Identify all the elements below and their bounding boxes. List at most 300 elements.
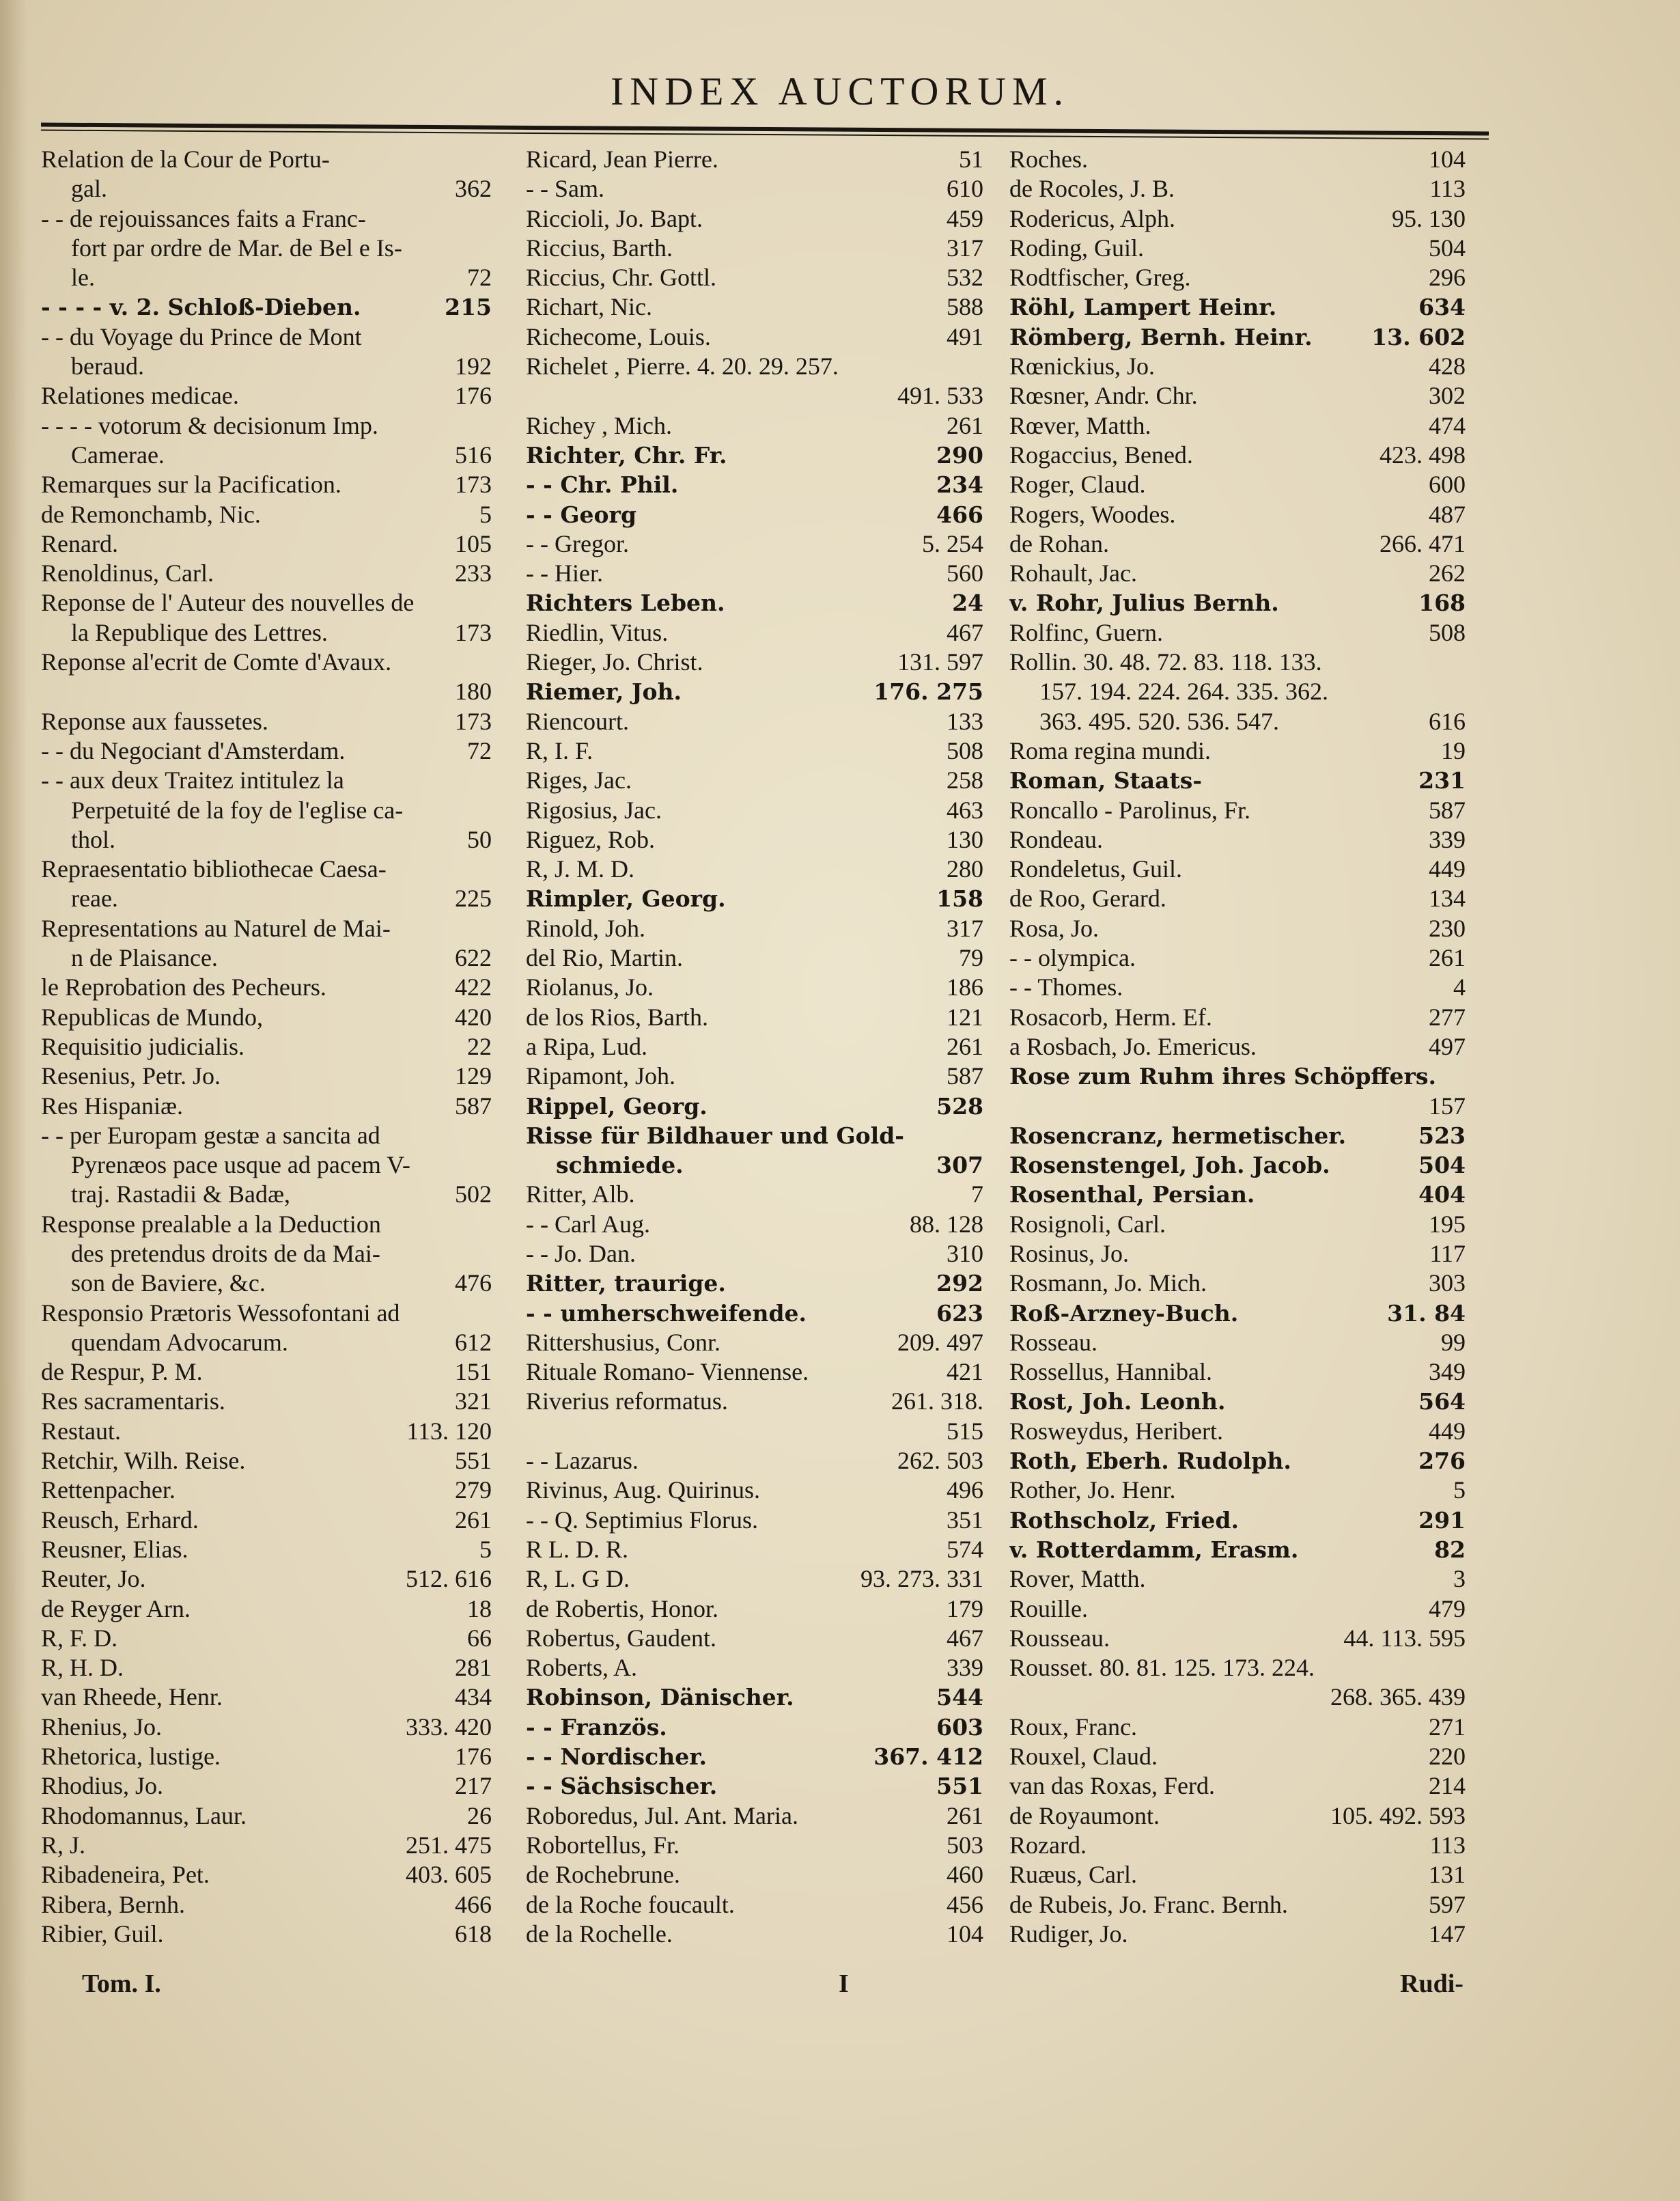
index-entry-text: Perpetuité de la foy de l'eglise ca- <box>71 796 404 824</box>
index-entry <box>41 766 492 795</box>
index-entry <box>41 441 492 470</box>
index-entry <box>41 825 492 855</box>
index-entry <box>41 1920 492 1949</box>
index-entry <box>526 943 983 973</box>
index-entry <box>1009 914 1466 943</box>
index-entry-text: Rohault, Jac. <box>1009 559 1137 587</box>
index-entry <box>1009 500 1466 529</box>
index-entry <box>41 1860 492 1889</box>
index-entry-text: de Rochebrune. <box>526 1861 680 1889</box>
index-entry <box>526 1683 983 1712</box>
index-entry-page: 130 <box>947 825 983 853</box>
index-entry-page: 588 <box>947 293 983 321</box>
index-entry-text: Riverius reformatus. <box>526 1387 728 1415</box>
index-entry-text: de Reyger Arn. <box>41 1594 191 1622</box>
index-entry-page: 82 <box>1434 1536 1466 1563</box>
index-entry-text: Riguez, Rob. <box>526 825 655 853</box>
index-entry-text: R L. D. R. <box>526 1535 629 1563</box>
index-entry-page: 121 <box>947 1003 983 1031</box>
index-entry-text: Roger, Claud. <box>1009 471 1146 499</box>
index-entry-text: de Respur, P. M. <box>41 1358 203 1386</box>
index-entry <box>1009 559 1466 588</box>
index-entry-page: 467 <box>947 618 983 646</box>
index-entry <box>1009 825 1466 855</box>
index-entry-text: Rosseau. <box>1009 1328 1097 1356</box>
index-entry <box>1009 1890 1466 1920</box>
index-entry-text: Riencourt. <box>526 707 629 735</box>
index-entry-text: Republicas de Mundo, <box>41 1003 263 1031</box>
index-entry <box>526 1920 983 1949</box>
index-entry-text: Rogaccius, Bened. <box>1009 441 1193 469</box>
index-entry <box>41 796 492 825</box>
index-entry-page: 302 <box>1429 382 1466 410</box>
index-entry <box>41 884 492 913</box>
index-entry-text: - - Carl Aug. <box>526 1210 650 1238</box>
index-entry-text: des pretendus droits de da Mai- <box>71 1239 380 1267</box>
index-entry-page: 421 <box>947 1358 983 1386</box>
index-entry-text: Rosenstengel, Joh. Jacob. <box>1009 1152 1330 1179</box>
index-entry-page: 261 <box>455 1506 492 1534</box>
index-entry-text: Reusner, Elias. <box>41 1535 188 1563</box>
index-entry <box>41 145 492 174</box>
index-entry-text: Responsio Prætoris Wessofontani ad <box>41 1299 400 1327</box>
index-entry-page: 528 <box>936 1092 983 1120</box>
index-entry-text: Ribera, Bernh. <box>41 1890 185 1918</box>
index-entry-text: Pyrenæos pace usque ad pacem V- <box>71 1151 410 1179</box>
index-entry-text: de Robertis, Honor. <box>526 1594 718 1622</box>
index-entry-text: - - Sam. <box>526 175 604 203</box>
index-entry-page: 349 <box>1429 1358 1466 1386</box>
index-entry <box>526 884 983 913</box>
index-entry-page: 117 <box>1429 1239 1466 1267</box>
index-entry <box>526 1032 983 1062</box>
index-entry-page: 88. 128 <box>910 1210 983 1238</box>
index-entry-page: 179 <box>947 1594 983 1622</box>
index-entry-text: - - - - votorum & decisionum Imp. <box>41 411 378 439</box>
index-entry-page: 603 <box>936 1713 983 1741</box>
index-entry-page: 129 <box>455 1062 492 1090</box>
index-entry <box>526 1506 983 1535</box>
index-entry <box>1009 855 1466 884</box>
index-entry-text: Reusch, Erhard. <box>41 1506 199 1534</box>
index-entry <box>1009 884 1466 913</box>
index-entry <box>526 1653 983 1683</box>
index-entry-page: 99 <box>1441 1328 1466 1356</box>
index-entry-page: 634 <box>1418 294 1466 321</box>
index-entry <box>1009 411 1466 441</box>
index-entry-text: Robertus, Gaudent. <box>526 1624 716 1652</box>
index-entry <box>41 1121 492 1150</box>
index-entry-text: Riolanus, Jo. <box>526 973 654 1001</box>
index-entry-page: 151 <box>455 1358 492 1386</box>
index-entry-text: Richter, Chr. Fr. <box>526 441 727 469</box>
index-entry-text: Roux, Franc. <box>1009 1713 1137 1741</box>
index-entry-page: 532 <box>947 264 983 292</box>
index-entry-page: 434 <box>455 1683 492 1711</box>
index-entry-page: 262 <box>1429 559 1466 587</box>
index-entry <box>41 263 492 292</box>
index-entry-text: Resenius, Petr. Jo. <box>41 1062 221 1090</box>
index-entry <box>41 1032 492 1062</box>
index-entry-page: 18 <box>467 1594 492 1622</box>
index-entry <box>526 1062 983 1091</box>
index-entry-text: Requisitio judicialis. <box>41 1032 244 1060</box>
index-entry-page: 280 <box>947 855 983 883</box>
index-entry-page: 217 <box>455 1772 492 1800</box>
index-entry-page: 4 <box>1453 973 1466 1001</box>
index-entry-text: fort par ordre de Mar. de Bel e Is- <box>71 234 402 262</box>
index-entry-page: 266. 471 <box>1380 529 1466 557</box>
index-entry <box>1009 1180 1466 1209</box>
index-entry <box>1009 1121 1466 1150</box>
index-entry-text: R, H. D. <box>41 1654 124 1682</box>
index-entry <box>526 1771 983 1801</box>
index-entry-text: beraud. <box>71 352 144 380</box>
index-entry <box>41 1210 492 1239</box>
index-entry <box>1009 1446 1466 1476</box>
index-entry-page: 134 <box>1429 885 1466 913</box>
index-entry-text: 157. 194. 224. 264. 335. 362. <box>1039 678 1328 706</box>
index-entry-text: Rhodomannus, Laur. <box>41 1801 247 1829</box>
index-entry-text: - - per Europam gestæ a sancita ad <box>41 1121 380 1149</box>
index-entry-text: de Royaumont. <box>1009 1801 1160 1829</box>
index-entry <box>526 1417 983 1446</box>
index-entry-text: de Remonchamb, Nic. <box>41 500 261 528</box>
index-entry-page: 508 <box>1429 618 1466 646</box>
index-entry-page: 622 <box>455 944 492 972</box>
index-entry-page: 479 <box>1429 1594 1466 1622</box>
index-entry <box>41 234 492 263</box>
index-entry-text: - - Chr. Phil. <box>526 471 679 499</box>
index-entry-text: Rœver, Matth. <box>1009 411 1151 439</box>
index-entry-page: 290 <box>936 441 983 469</box>
index-entry-page: 50 <box>467 825 492 853</box>
index-entry-text: Risse für Bildhauer und Gold- <box>526 1122 904 1149</box>
index-entry-text: - - du Voyage du Prince de Mont <box>41 322 362 350</box>
index-entry <box>526 1594 983 1624</box>
index-entry <box>526 1328 983 1357</box>
index-entry-page: 367. 412 <box>873 1743 983 1771</box>
index-entry-text: Reuter, Jo. <box>41 1565 146 1593</box>
index-entry-page: 3 <box>1453 1565 1466 1593</box>
index-entry-text: Repraesentatio bibliothecae Caesa- <box>41 855 387 883</box>
index-entry <box>1009 1683 1466 1712</box>
index-entry <box>41 1092 492 1121</box>
index-entry <box>526 411 983 441</box>
index-entry <box>41 1062 492 1091</box>
index-entry-page: 474 <box>1429 411 1466 439</box>
index-entry-text: de Roo, Gerard. <box>1009 885 1166 913</box>
index-entry-text: quendam Advocarum. <box>71 1328 288 1356</box>
index-entry <box>1009 204 1466 234</box>
index-entry-page: 133 <box>947 707 983 735</box>
index-entry-text: - - Nordischer. <box>526 1743 708 1771</box>
index-entry <box>41 292 492 322</box>
index-entry-text: Rœnickius, Jo. <box>1009 352 1156 380</box>
index-entry-text: traj. Rastadii & Badæ, <box>71 1180 290 1208</box>
index-entry <box>526 1150 983 1180</box>
index-entry <box>41 1624 492 1653</box>
index-entry-page: 277 <box>1429 1003 1466 1031</box>
index-entry-text: van das Roxas, Ferd. <box>1009 1772 1215 1800</box>
index-entry <box>41 1653 492 1683</box>
index-entry-page: 79 <box>959 944 983 972</box>
index-column-1 <box>41 145 492 1949</box>
index-entry <box>1009 441 1466 470</box>
index-entry <box>1009 145 1466 174</box>
index-entry-page: 66 <box>467 1624 492 1652</box>
index-entry <box>1009 1564 1466 1594</box>
index-entry <box>1009 1801 1466 1831</box>
index-entry <box>41 1446 492 1476</box>
index-entry-page: 7 <box>971 1180 983 1208</box>
index-entry <box>526 292 983 322</box>
index-entry <box>41 1150 492 1180</box>
index-entry-page: 321 <box>455 1387 492 1415</box>
index-entry-text: Remarques sur la Pacification. <box>41 471 341 499</box>
index-entry <box>526 1269 983 1298</box>
index-entry-text: Rosignoli, Carl. <box>1009 1210 1166 1238</box>
index-entry-text: Rossellus, Hannibal. <box>1009 1358 1212 1386</box>
index-entry-text: del Rio, Martin. <box>526 944 683 972</box>
index-entry <box>1009 352 1466 381</box>
index-entry-page: 261 <box>947 1032 983 1060</box>
index-entry-page: 13. 602 <box>1371 323 1466 350</box>
index-entry-text: Richey , Mich. <box>526 411 672 439</box>
index-entry <box>526 263 983 292</box>
index-entry <box>41 1742 492 1771</box>
index-entry-page: 22 <box>467 1032 492 1060</box>
index-entry-text: Rivinus, Aug. Quirinus. <box>526 1476 761 1504</box>
index-entry-text: Rousset. 80. 81. 125. 173. 224. <box>1009 1654 1315 1682</box>
index-entry <box>526 381 983 411</box>
index-entry-text: Roß-Arzney-Buch. <box>1009 1299 1239 1327</box>
index-entry-text: Rittershusius, Conr. <box>526 1328 721 1356</box>
index-entry-page: 209. 497 <box>897 1328 983 1356</box>
index-entry-page: 587 <box>455 1092 492 1120</box>
index-entry <box>1009 1476 1466 1505</box>
index-entry <box>41 529 492 559</box>
index-entry-text: Rituale Romano- Viennense. <box>526 1358 809 1386</box>
index-entry-page: 623 <box>936 1299 983 1327</box>
index-entry-text: - - Jo. Dan. <box>526 1239 636 1267</box>
index-entry <box>526 1357 983 1387</box>
page-gutter-shadow <box>0 0 27 2201</box>
index-entry-page: 279 <box>455 1476 492 1504</box>
index-entry-text: Rothscholz, Fried. <box>1009 1506 1239 1534</box>
index-entry-text: - - Georg <box>526 501 637 528</box>
index-entry <box>526 855 983 884</box>
index-entry <box>526 648 983 677</box>
index-entry-page: 487 <box>1429 500 1466 528</box>
index-entry-text: Rolfinc, Guern. <box>1009 618 1163 646</box>
index-entry-page: 333. 420 <box>406 1713 492 1741</box>
index-entry-page: 403. 605 <box>406 1861 492 1889</box>
index-entry-text: Rettenpacher. <box>41 1476 176 1504</box>
index-entry <box>41 411 492 441</box>
index-entry <box>526 1624 983 1653</box>
index-entry-text: Riccioli, Jo. Bapt. <box>526 204 703 232</box>
index-entry-text: Rœsner, Andr. Chr. <box>1009 382 1198 410</box>
index-entry-page: 296 <box>1429 264 1466 292</box>
index-entry <box>41 1180 492 1209</box>
index-entry-page: 467 <box>947 1624 983 1652</box>
index-entry-text: Roboredus, Jul. Ant. Maria. <box>526 1801 798 1829</box>
index-entry <box>1009 1506 1466 1535</box>
index-entry <box>526 766 983 795</box>
index-entry-page: 422 <box>455 973 492 1001</box>
index-entry-page: 491. 533 <box>897 382 983 410</box>
index-entry-page: 466 <box>455 1890 492 1918</box>
index-entry-page: 147 <box>1429 1920 1466 1948</box>
index-entry-text: Relationes medicae. <box>41 382 239 410</box>
index-entry-text: Reponse aux faussetes. <box>41 707 268 735</box>
index-entry-page: 523 <box>1418 1122 1466 1149</box>
index-entry <box>41 1713 492 1742</box>
index-entry-page: 597 <box>1429 1890 1466 1918</box>
title-rule <box>41 123 1489 140</box>
index-entry-page: 104 <box>947 1920 983 1948</box>
index-entry-page: 104 <box>1429 146 1466 173</box>
index-entry-text: Rieger, Jo. Christ. <box>526 648 703 676</box>
index-entry <box>526 1210 983 1239</box>
index-entry <box>1009 1535 1466 1564</box>
index-entry-text: Rudiger, Jo. <box>1009 1920 1128 1948</box>
index-entry <box>41 914 492 943</box>
index-entry-text: Rosmann, Jo. Mich. <box>1009 1269 1207 1297</box>
index-entry-text: Richelet , Pierre. 4. 20. 29. 257. <box>526 352 839 380</box>
index-entry <box>526 1121 983 1150</box>
index-entry <box>1009 943 1466 973</box>
index-entry-text: a Rosbach, Jo. Emericus. <box>1009 1032 1257 1060</box>
index-entry <box>1009 588 1466 618</box>
index-entry <box>41 1890 492 1920</box>
index-entry <box>41 618 492 648</box>
index-entry-text: Reponse al'ecrit de Comte d'Avaux. <box>41 648 392 676</box>
index-entry-page: 504 <box>1429 234 1466 262</box>
index-entry-page: 504 <box>1418 1152 1466 1179</box>
index-entry <box>526 1713 983 1742</box>
index-entry-page: 105. 492. 593 <box>1330 1801 1466 1829</box>
index-entry <box>41 736 492 766</box>
index-entry <box>1009 1594 1466 1624</box>
index-entry <box>1009 1860 1466 1889</box>
index-entry <box>1009 263 1466 292</box>
index-entry-text: reae. <box>71 885 118 913</box>
index-entry-text: - - Hier. <box>526 559 603 587</box>
index-entry-text: Rondeau. <box>1009 825 1103 853</box>
index-entry-page: 339 <box>1429 825 1466 853</box>
index-entry-text: Riemer, Joh. <box>526 678 682 706</box>
index-entry <box>41 1771 492 1801</box>
index-entry <box>41 1239 492 1269</box>
index-entry <box>41 322 492 352</box>
index-entry-page: 225 <box>455 885 492 913</box>
index-entry-page: 303 <box>1429 1269 1466 1297</box>
index-entry <box>1009 1831 1466 1860</box>
index-entry-text: thol. <box>71 825 116 853</box>
index-entry <box>41 174 492 204</box>
index-entry-text: Robinson, Dänischer. <box>526 1684 794 1711</box>
index-entry-page: 176 <box>455 1743 492 1771</box>
index-entry-text: Renard. <box>41 529 118 557</box>
index-entry-text: - - de rejouissances faits a Franc- <box>41 204 366 232</box>
index-entry-page: 230 <box>1429 914 1466 942</box>
index-entry <box>1009 381 1466 411</box>
index-entry <box>526 559 983 588</box>
index-entry <box>41 1831 492 1860</box>
index-entry-text: Relation de la Cour de Portu- <box>41 146 330 173</box>
index-entry-page: 113. 120 <box>406 1417 492 1445</box>
index-entry <box>41 1003 492 1032</box>
index-entry-page: 173 <box>455 471 492 499</box>
index-entry-page: 502 <box>455 1180 492 1208</box>
index-entry-text: Ritter, Alb. <box>526 1180 635 1208</box>
index-entry-text: Rosa, Jo. <box>1009 914 1100 942</box>
index-entry-page: 19 <box>1441 736 1466 764</box>
index-entry <box>1009 766 1466 795</box>
index-entry-text: Camerae. <box>71 441 165 469</box>
index-entry-text: R, J. <box>41 1831 86 1859</box>
index-entry-text: Röhl, Lampert Heinr. <box>1009 294 1277 321</box>
index-entry-page: 456 <box>947 1890 983 1918</box>
index-entry-text: la Republique des Lettres. <box>71 618 328 646</box>
index-entry-text: Ritter, traurige. <box>526 1270 726 1297</box>
index-entry-text: - - aux deux Traitez intitulez la <box>41 766 344 794</box>
index-entry-page: 261. 318. <box>891 1387 983 1415</box>
index-entry-page: 271 <box>1429 1713 1466 1741</box>
index-entry-page: 113 <box>1429 175 1466 203</box>
index-entry <box>41 1417 492 1446</box>
index-entry <box>1009 322 1466 352</box>
index-entry-page: 192 <box>455 352 492 380</box>
index-entry <box>41 1535 492 1564</box>
index-entry-page: 113 <box>1429 1831 1466 1859</box>
index-entry <box>1009 1920 1466 1949</box>
index-entry-text: Roth, Eberh. Rudolph. <box>1009 1448 1291 1475</box>
index-entry <box>1009 529 1466 559</box>
index-entry <box>1009 1003 1466 1032</box>
index-entry-page: 512. 616 <box>406 1565 492 1593</box>
index-entry-text: Rosweydus, Heribert. <box>1009 1417 1223 1445</box>
index-entry-text: Richecome, Louis. <box>526 322 711 350</box>
index-entry-text: Roma regina mundi. <box>1009 736 1211 764</box>
index-entry <box>1009 1624 1466 1653</box>
index-entry-page: 176. 275 <box>873 678 983 706</box>
index-entry-text: - - Gregor. <box>526 529 629 557</box>
index-entry <box>41 707 492 736</box>
index-entry-text: - - Q. Septimius Florus. <box>526 1506 759 1534</box>
index-entry-text: de Rocoles, J. B. <box>1009 175 1175 203</box>
index-entry-text: le Reprobation des Pecheurs. <box>41 973 326 1001</box>
index-entry <box>41 1801 492 1831</box>
index-entry-page: 497 <box>1429 1032 1466 1060</box>
index-entry <box>1009 1653 1466 1683</box>
index-entry-page: 496 <box>947 1476 983 1504</box>
index-entry-page: 339 <box>947 1654 983 1682</box>
index-entry <box>526 174 983 204</box>
index-entry-page: 544 <box>936 1684 983 1711</box>
index-entry-page: 276 <box>1418 1448 1466 1475</box>
index-entry-text: Roding, Guil. <box>1009 234 1145 262</box>
index-entry <box>1009 292 1466 322</box>
index-entry-page: 460 <box>947 1861 983 1889</box>
index-entry-text: Rother, Jo. Henr. <box>1009 1476 1176 1504</box>
index-entry-text: Rose zum Ruhm ihres Schöpffers. <box>1009 1063 1436 1090</box>
index-entry-page: 131 <box>1429 1861 1466 1889</box>
index-entry-page: 423. 498 <box>1380 441 1466 469</box>
index-entry-page: 51 <box>959 146 983 173</box>
